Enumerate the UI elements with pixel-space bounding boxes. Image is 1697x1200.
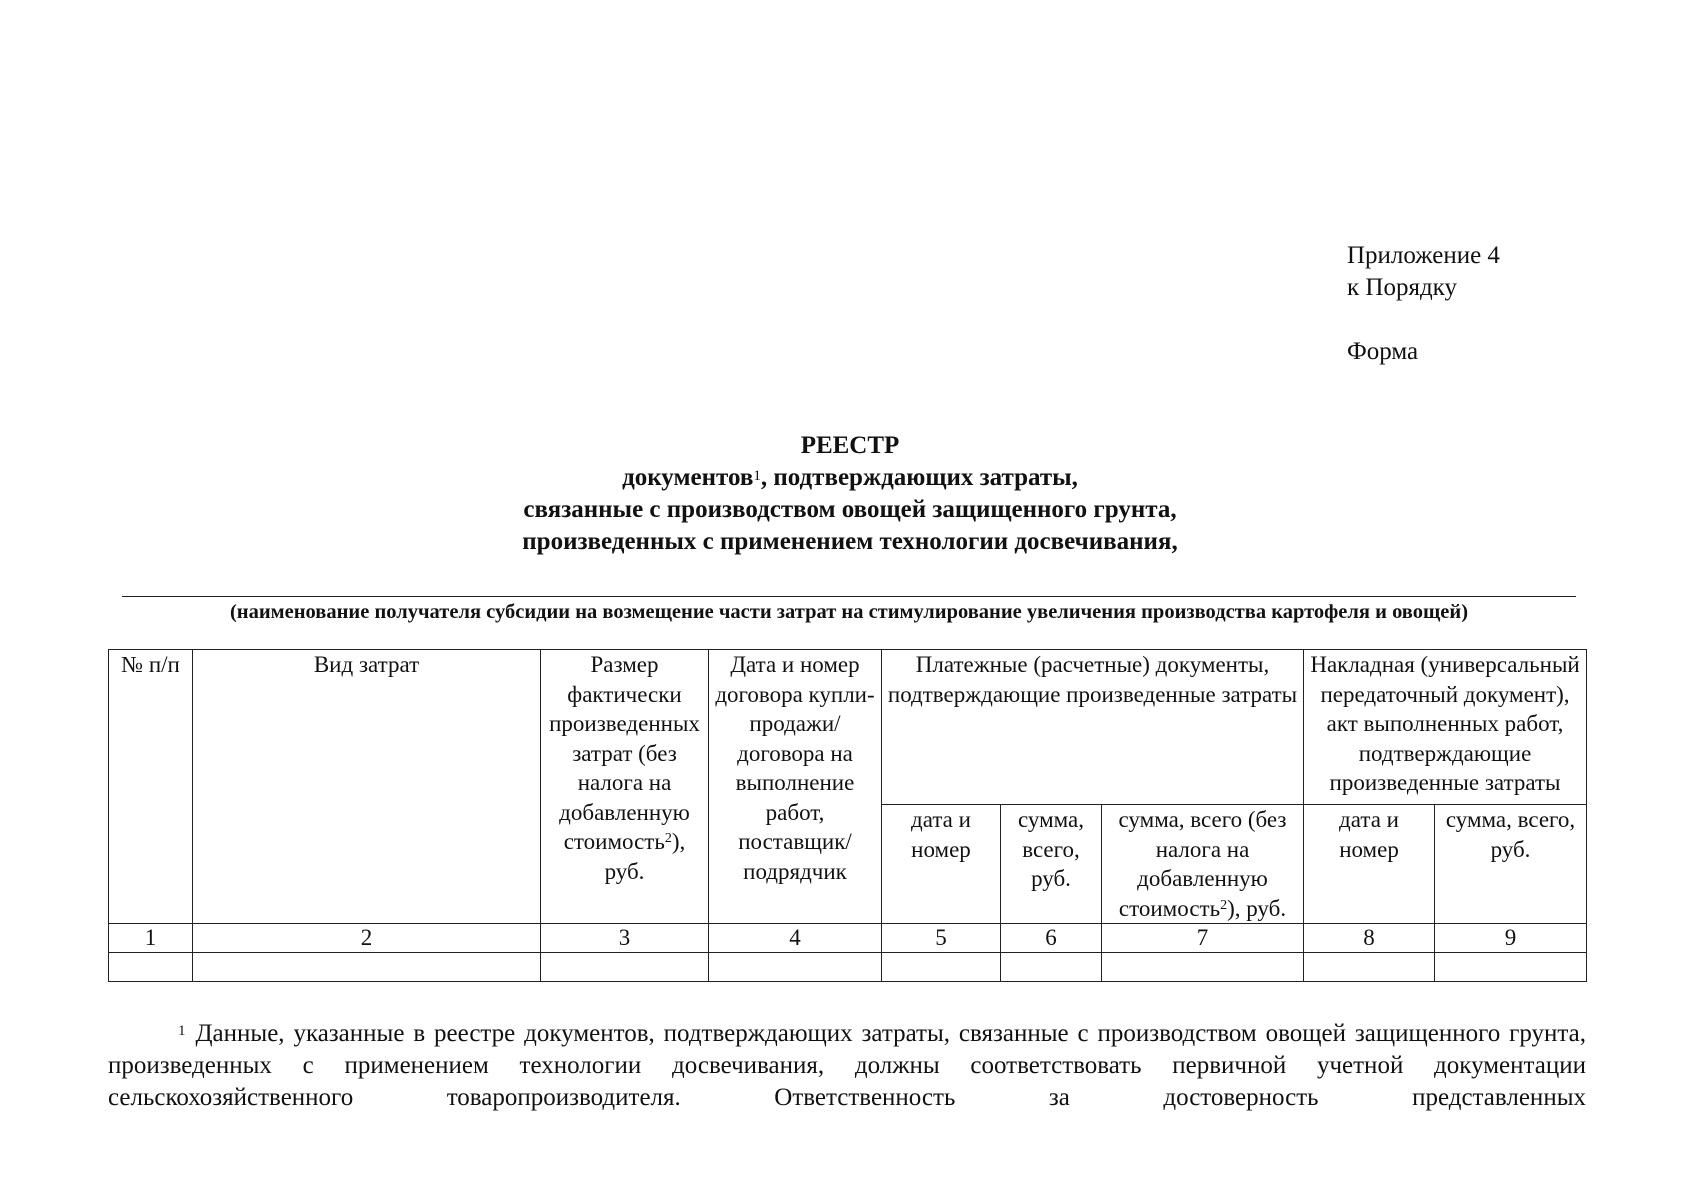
column-number: 8 (1304, 924, 1435, 953)
header-payment-sum-net (1102, 805, 1304, 924)
appendix-block (1347, 240, 1500, 368)
header-payment-sum-net-rest: ), руб. (1227, 895, 1287, 921)
form-label: Форма (1347, 338, 1419, 365)
header-payment-documents: Платежные (расчетные) документы, подтверждающие произведенные затраты (882, 650, 1304, 805)
title-heading: РЕЕСТР (800, 432, 900, 459)
column-number: 2 (193, 924, 541, 953)
empty-cell (1435, 953, 1587, 982)
empty-cell (109, 953, 193, 982)
footnote-marker: 1 (178, 1023, 186, 1039)
recipient-caption: (наименование получателя субсидии на возмещение части затрат на стимулирование увеличения производства картофеля и овощей) (229, 601, 1469, 623)
header-invoice-documents: Накладная (универсальный передаточный документ), акт выполненных работ, подтверждающие произведенные затраты (1304, 650, 1587, 805)
title-line-1-rest: , подтверждающих затраты, (760, 464, 1078, 491)
empty-cell (193, 953, 541, 982)
header-actual-cost (541, 650, 709, 924)
column-number: 6 (1001, 924, 1102, 953)
title-line-1 (120, 462, 1580, 494)
header-payment-sum-total: сумма, всего, руб. (1001, 805, 1102, 924)
header-contract: Дата и номер договора купли-продажи/ договора на выполнение работ, поставщик/подрядчик (709, 650, 882, 924)
footnote-text: Данные, указанные в реестре документов, подтверждающих затраты, связанные с производством овощей защищенного грунта, произведенных с применением технологии досвечивания, должны соответствовать первичной учетной документации сельскохозяйственного товаропроизводителя. Ответственность за достоверность представленных (108, 1020, 1586, 1111)
header-invoice-sum-total: сумма, всего, руб. (1435, 805, 1587, 924)
table-row (109, 953, 1587, 982)
empty-cell (1304, 953, 1435, 982)
header-cost-type: Вид затрат (193, 650, 541, 924)
table-header-row-1 (109, 650, 1587, 805)
column-number: 3 (541, 924, 709, 953)
header-payment-date-number: дата и номер (882, 805, 1001, 924)
title-line-2: связанные с производством овощей защищенного грунта, (523, 496, 1177, 523)
header-invoice-date-number: дата и номер (1304, 805, 1435, 924)
empty-cell (882, 953, 1001, 982)
column-number: 7 (1102, 924, 1304, 953)
footnote (108, 1018, 1586, 1114)
title-line-3: произведенных с применением технологии досвечивания, (522, 528, 1178, 555)
column-number: 1 (109, 924, 193, 953)
footnote-ref-1: 1 (753, 468, 761, 484)
empty-cell (709, 953, 882, 982)
column-number-row (109, 924, 1587, 953)
appendix-number: Приложение 4 (1347, 242, 1500, 269)
empty-cell (1102, 953, 1304, 982)
appendix-reference: к Порядку (1347, 274, 1457, 301)
footnote-ref-2b: 2 (1220, 897, 1228, 913)
footnote-ref-2: 2 (664, 831, 672, 846)
empty-cell (541, 953, 709, 982)
title-line-1-text: документов (622, 464, 754, 491)
empty-cell (1001, 953, 1102, 982)
header-actual-cost-text: Размер фактически произведенных затрат (без налога на добавленную стоимость (549, 652, 700, 854)
registry-table (108, 649, 1587, 982)
header-payment-sum-net-text: сумма, всего (без налога на добавленную стоимость (1118, 807, 1287, 921)
recipient-blank-line (122, 596, 1576, 597)
column-number: 5 (882, 924, 1001, 953)
header-actual-cost-rest: ), руб. (604, 829, 686, 884)
header-number: № п/п (109, 650, 193, 924)
column-number: 9 (1435, 924, 1587, 953)
document-title (120, 430, 1580, 558)
column-number: 4 (709, 924, 882, 953)
